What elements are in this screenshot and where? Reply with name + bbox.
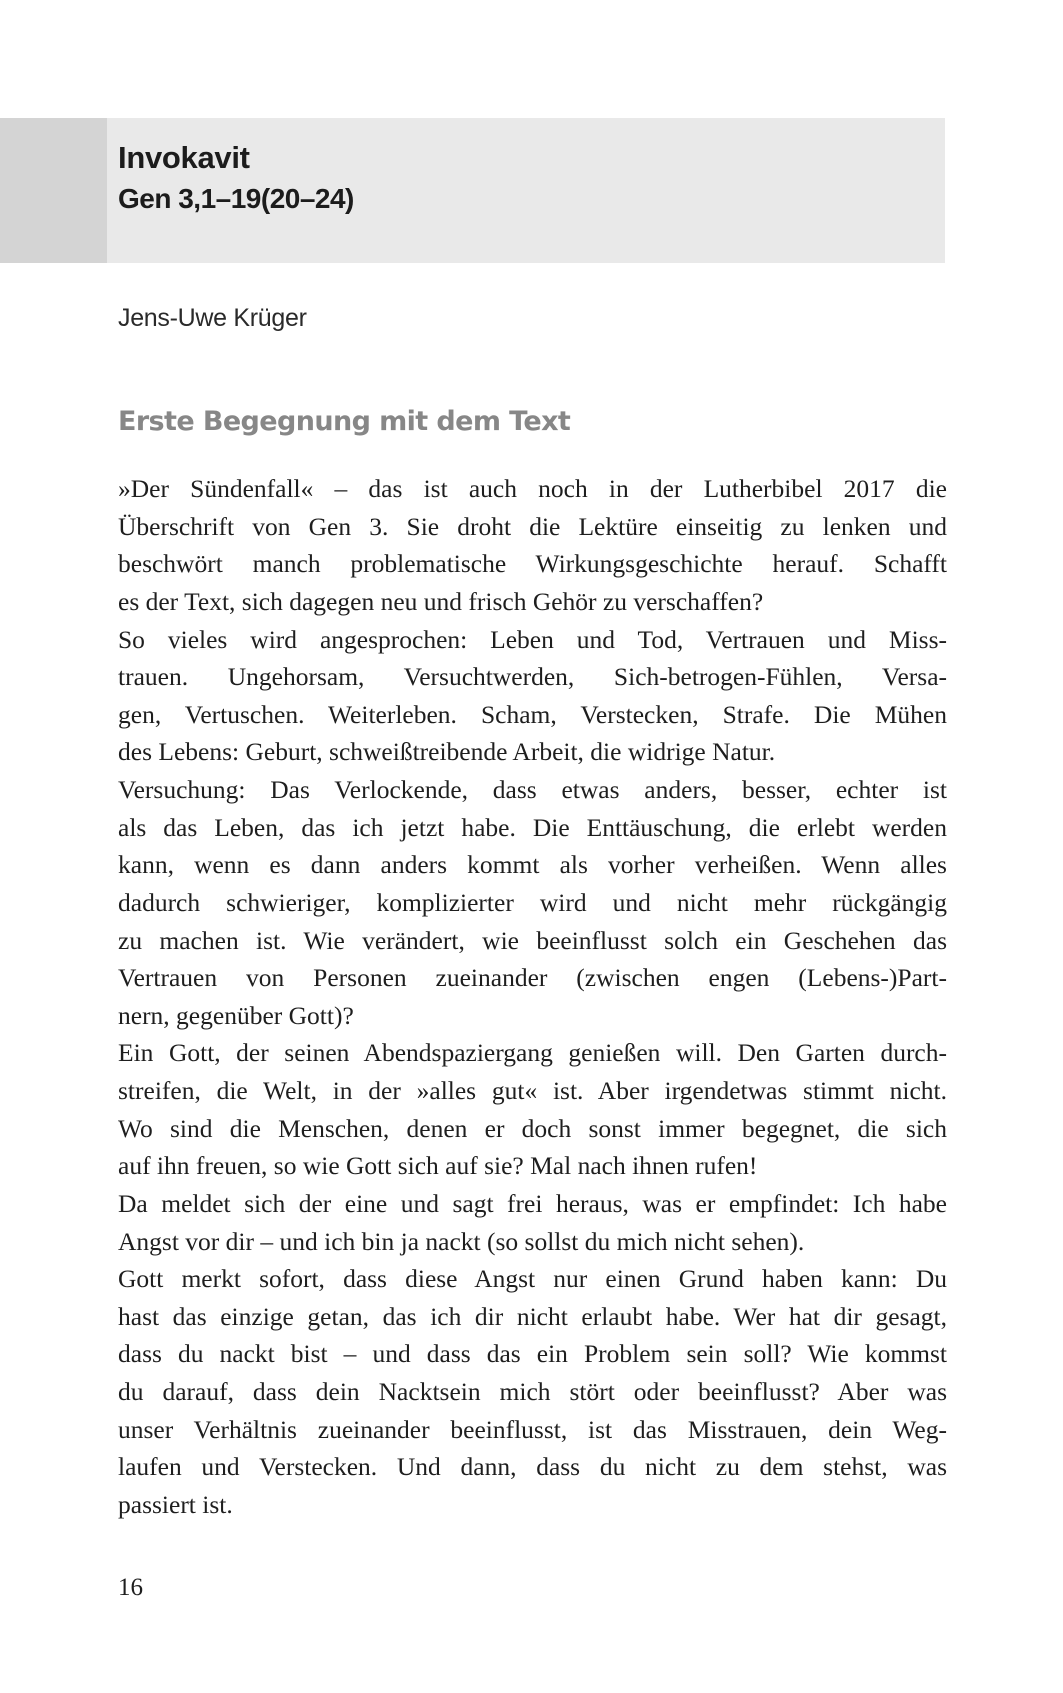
header-side-band [0,118,107,263]
body-line: »Der Sündenfall« – das ist auch noch in der Lutherbibel 2017 die [118,474,947,503]
body-line: es der Text, sich dagegen neu und frisch Gehör zu verschaffen? [118,586,764,616]
body-line: zu machen ist. Wie verändert, wie beeinflusst solch ein Geschehen das [118,925,947,955]
body-line: Überschrift von Gen 3. Sie droht die Lektüre einseitig zu lenken und [118,511,947,541]
body-line: dadurch schwieriger, komplizierter wird und nicht mehr rückgängig [118,887,947,917]
body-text [118,470,947,1524]
author-name: Jens-Uwe Krüger [118,304,307,332]
body-line: nern, gegenüber Gott)? [118,1000,354,1030]
body-line: Vertrauen von Personen zueinander (zwischen engen (Lebens-)Part- [118,963,947,993]
body-line: streifen, die Welt, in der »alles gut« ist. Aber irgendetwas stimmt nicht. [118,1076,947,1105]
body-line: unser Verhältnis zueinander beeinflusst, ist das Misstrauen, dein Weg- [118,1414,947,1444]
body-line: kann, wenn es dann anders kommt als vorher verheißen. Wenn alles [118,850,947,880]
body-line: Angst vor dir – und ich bin ja nackt (so sollst du mich nicht sehen). [118,1226,805,1256]
body-line: passiert ist. [118,1489,233,1519]
body-line: dass du nackt bist – und dass das ein Problem sein soll? Wie kommst [118,1339,947,1369]
section-heading: Erste Begegnung mit dem Text [118,406,571,437]
body-line: trauen. Ungehorsam, Versuchtwerden, Sich-betrogen-Fühlen, Versa- [118,662,947,692]
bible-reference: Gen 3,1–19(20–24) [118,183,354,214]
body-line: Wo sind die Menschen, denen er doch sonst immer begegnet, die sich [118,1113,947,1143]
body-line: du darauf, dass dein Nacktsein mich stört oder beeinflusst? Aber was [118,1377,947,1406]
page-number: 16 [118,1574,143,1601]
body-line: auf ihn freuen, so wie Gott sich auf sie? Mal nach ihnen rufen! [118,1151,758,1181]
body-line: beschwört manch problematische Wirkungsgeschichte herauf. Schafft [118,549,947,579]
body-line: als das Leben, das ich jetzt habe. Die Enttäuschung, die erlebt werden [118,812,947,842]
body-line: So vieles wird angesprochen: Leben und Tod, Vertrauen und Miss- [118,624,947,654]
body-line: laufen und Verstecken. Und dann, dass du nicht zu dem stehst, was [118,1452,947,1482]
body-line: hast das einzige getan, das ich dir nicht erlaubt habe. Wer hat dir gesagt, [118,1301,947,1331]
body-line: Da meldet sich der eine und sagt frei heraus, was er empfindet: Ich habe [118,1188,947,1218]
body-line: gen, Vertuschen. Weiterleben. Scham, Verstecken, Strafe. Die Mühen [118,699,947,729]
body-line: Ein Gott, der seinen Abendspaziergang genießen will. Den Garten durch- [118,1038,947,1068]
body-line: des Lebens: Geburt, schweißtreibende Arbeit, die widrige Natur. [118,737,776,767]
body-line: Versuchung: Das Verlockende, dass etwas anders, besser, echter ist [118,775,947,804]
body-line: Gott merkt sofort, dass diese Angst nur einen Grund haben kann: Du [118,1264,947,1294]
chapter-title: Invokavit [118,140,250,175]
